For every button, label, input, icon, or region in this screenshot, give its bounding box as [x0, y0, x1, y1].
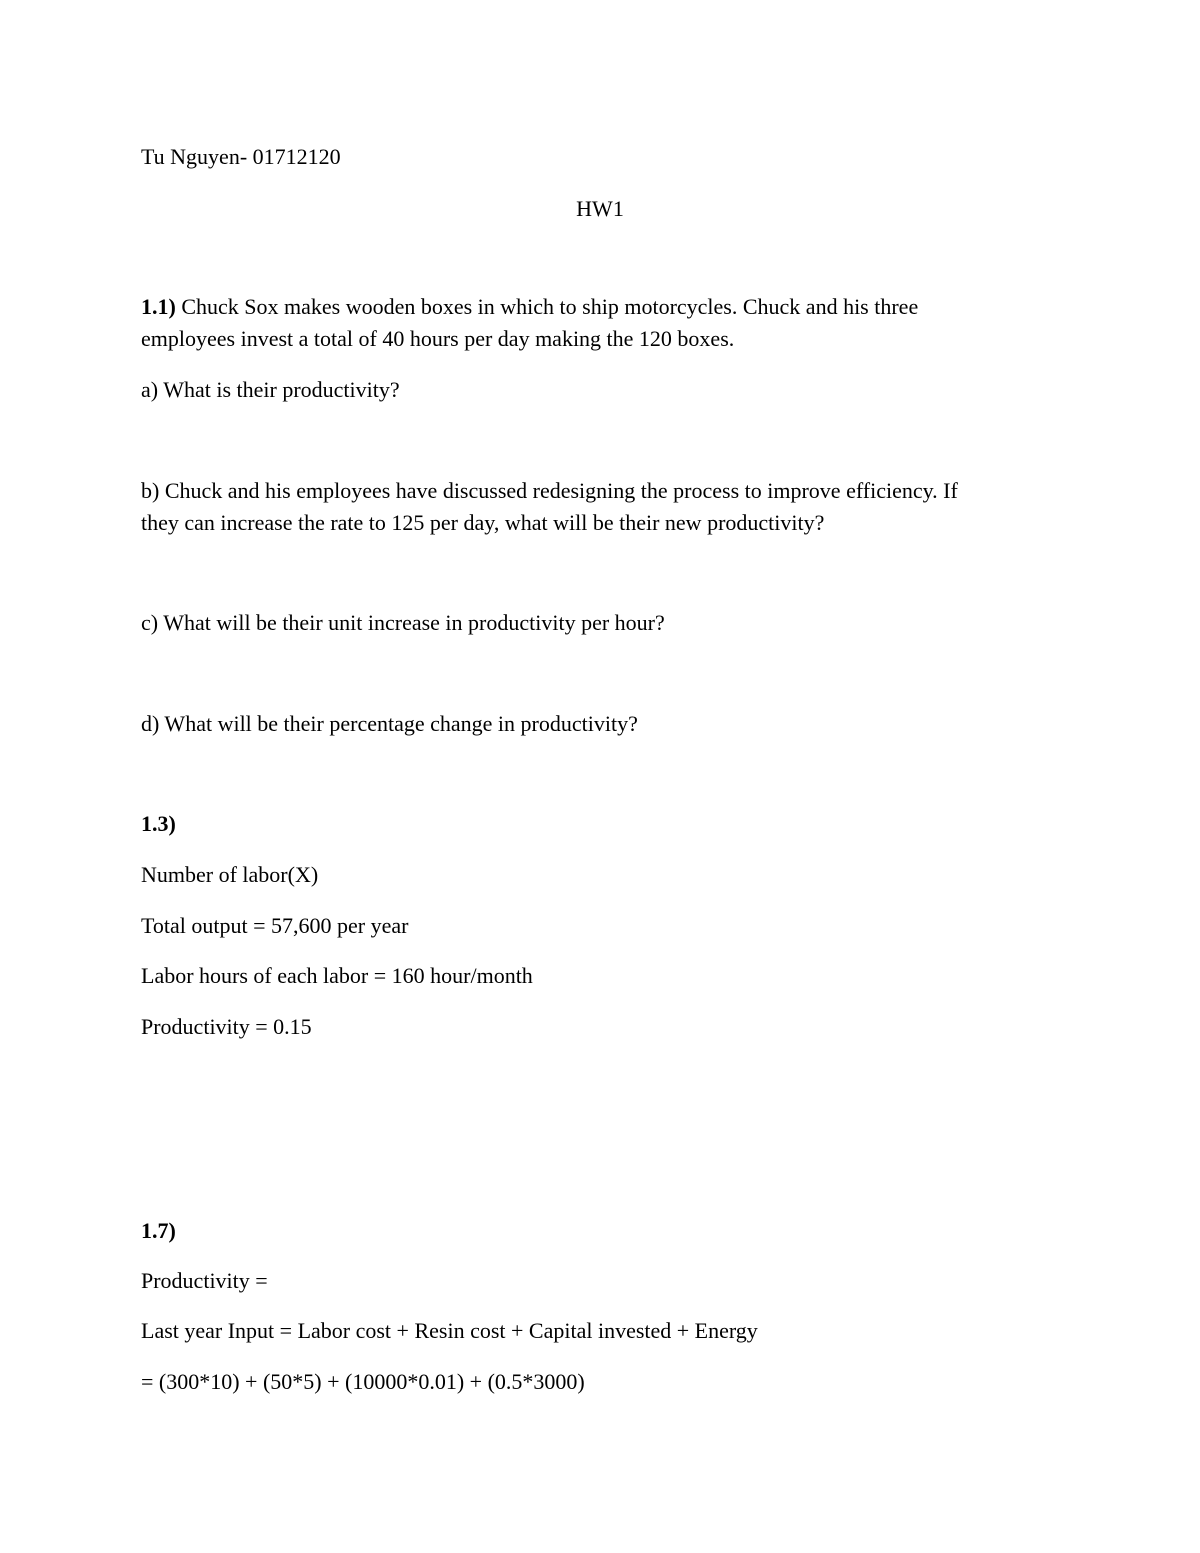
problem-1-3-number [141, 808, 176, 840]
problem-1-3-number-text: 1.3) [141, 811, 176, 836]
author-line: Tu Nguyen- 01712120 [141, 144, 341, 169]
question-b-line1: b) Chuck and his employees have discussed redesigning the process to improve efficiency. If [141, 478, 958, 503]
problem-1-1-text-line1: Chuck Sox makes wooden boxes in which to ship motorcycles. Chuck and his three [181, 294, 919, 319]
problem-1-7-number [141, 1215, 176, 1247]
problem-1-1-statement [141, 291, 1041, 355]
problem-1-7-line: = (300*10) + (50*5) + (10000*0.01) + (0.5*3000) [141, 1369, 585, 1394]
question-a: a) What is their productivity? [141, 377, 400, 402]
question-b [141, 475, 1041, 539]
question-d: d) What will be their percentage change in productivity? [141, 711, 638, 736]
question-b-line2: they can increase the rate to 125 per day, what will be their new productivity? [141, 510, 825, 535]
question-c: c) What will be their unit increase in productivity per hour? [141, 610, 665, 635]
problem-1-3-line: Labor hours of each labor = 160 hour/month [141, 963, 533, 988]
document-title: HW1 [576, 196, 624, 221]
problem-1-3-line: Total output = 57,600 per year [141, 913, 409, 938]
problem-1-7-line: Last year Input = Labor cost + Resin cost + Capital invested + Energy [141, 1318, 758, 1343]
problem-1-1-text-line2: employees invest a total of 40 hours per day making the 120 boxes. [141, 326, 735, 351]
problem-1-3-line: Number of labor(X) [141, 862, 319, 887]
problem-1-7-line: Productivity = [141, 1268, 268, 1293]
problem-1-3-line: Productivity = 0.15 [141, 1014, 312, 1039]
problem-1-7-number-text: 1.7) [141, 1218, 176, 1243]
problem-1-1-number: 1.1) [141, 294, 176, 319]
